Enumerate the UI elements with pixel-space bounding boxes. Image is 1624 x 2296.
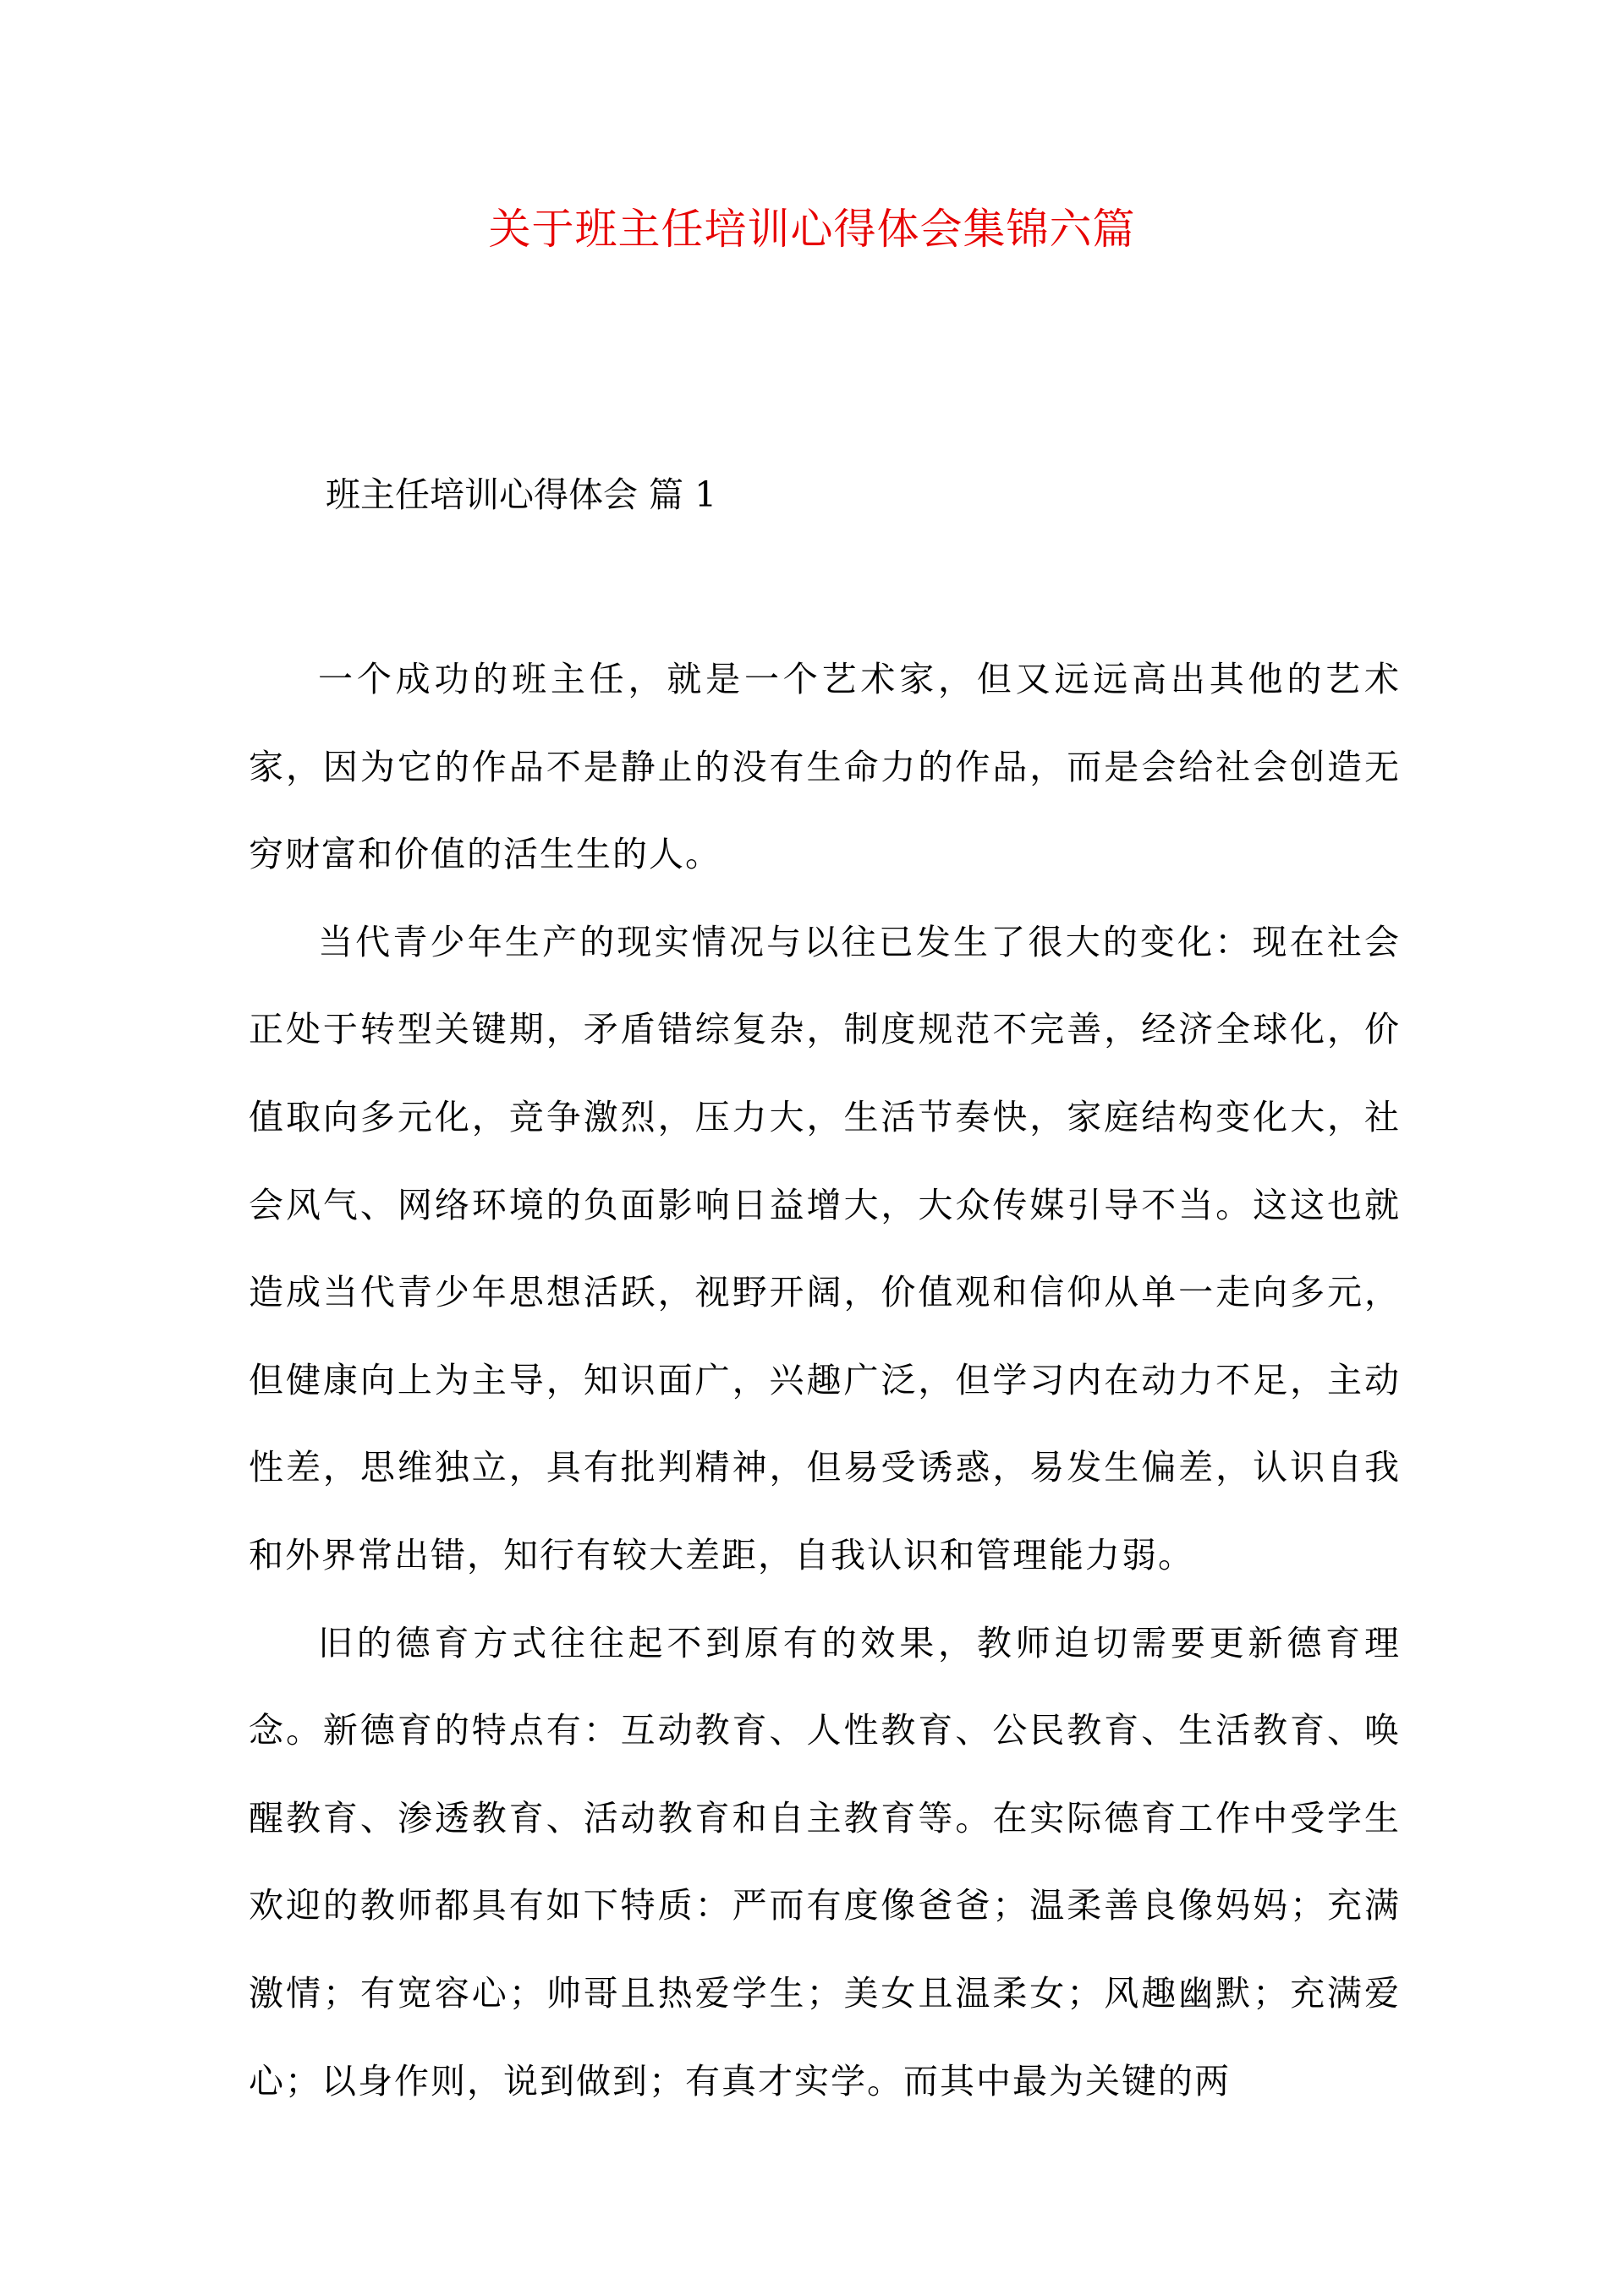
document-title: 关于班主任培训心得体会集锦六篇 [488, 205, 1136, 254]
paragraph-1: 一个成功的班主任，就是一个艺术家，但又远远高出其他的艺术家，因为它的作品不是静止的没有生命力的作品，而是会给社会创造无穷财富和价值的活生生的人。 [249, 659, 1401, 875]
paragraph-2: 当代青少年生产的现实情况与以往已发生了很大的变化：现在社会正处于转型关键期，矛盾错综复杂，制度规范不完善，经济全球化，价值取向多元化，竞争激烈，压力大，生活节奏快，家庭结构变化大，社会风气、网络环境的负面影响日益增大，大众传媒引导不当。这这也就造成当代青少年思想活跃，视野开阔，价值观和信仰从单一走向多元，但健康向上为主导，知识面广，兴趣广泛，但学习内在动力不足，主动性差，思维独立，具有批判精神，但易受诱惑，易发生偏差，认识自我和外界常出错，知行有较大差距，自我认识和管理能力弱。 [249, 921, 1401, 1575]
section-heading: 班主任培训心得体会 篇 1 [326, 474, 717, 515]
body-text [249, 636, 1401, 2125]
paragraph-3: 旧的德育方式往往起不到原有的效果，教师迫切需要更新德育理念。新德育的特点有：互动教育、人性教育、公民教育、生活教育、唤醒教育、渗透教育、活动教育和自主教育等。在实际德育工作中受学生欢迎的教师都具有如下特质：严而有度像爸爸；温柔善良像妈妈；充满激情；有宽容心；帅哥且热爱学生；美女且温柔女；风趣幽默；充满爱心；以身作则，说到做到；有真才实学。而其中最为关键的两 [249, 1622, 1401, 2101]
